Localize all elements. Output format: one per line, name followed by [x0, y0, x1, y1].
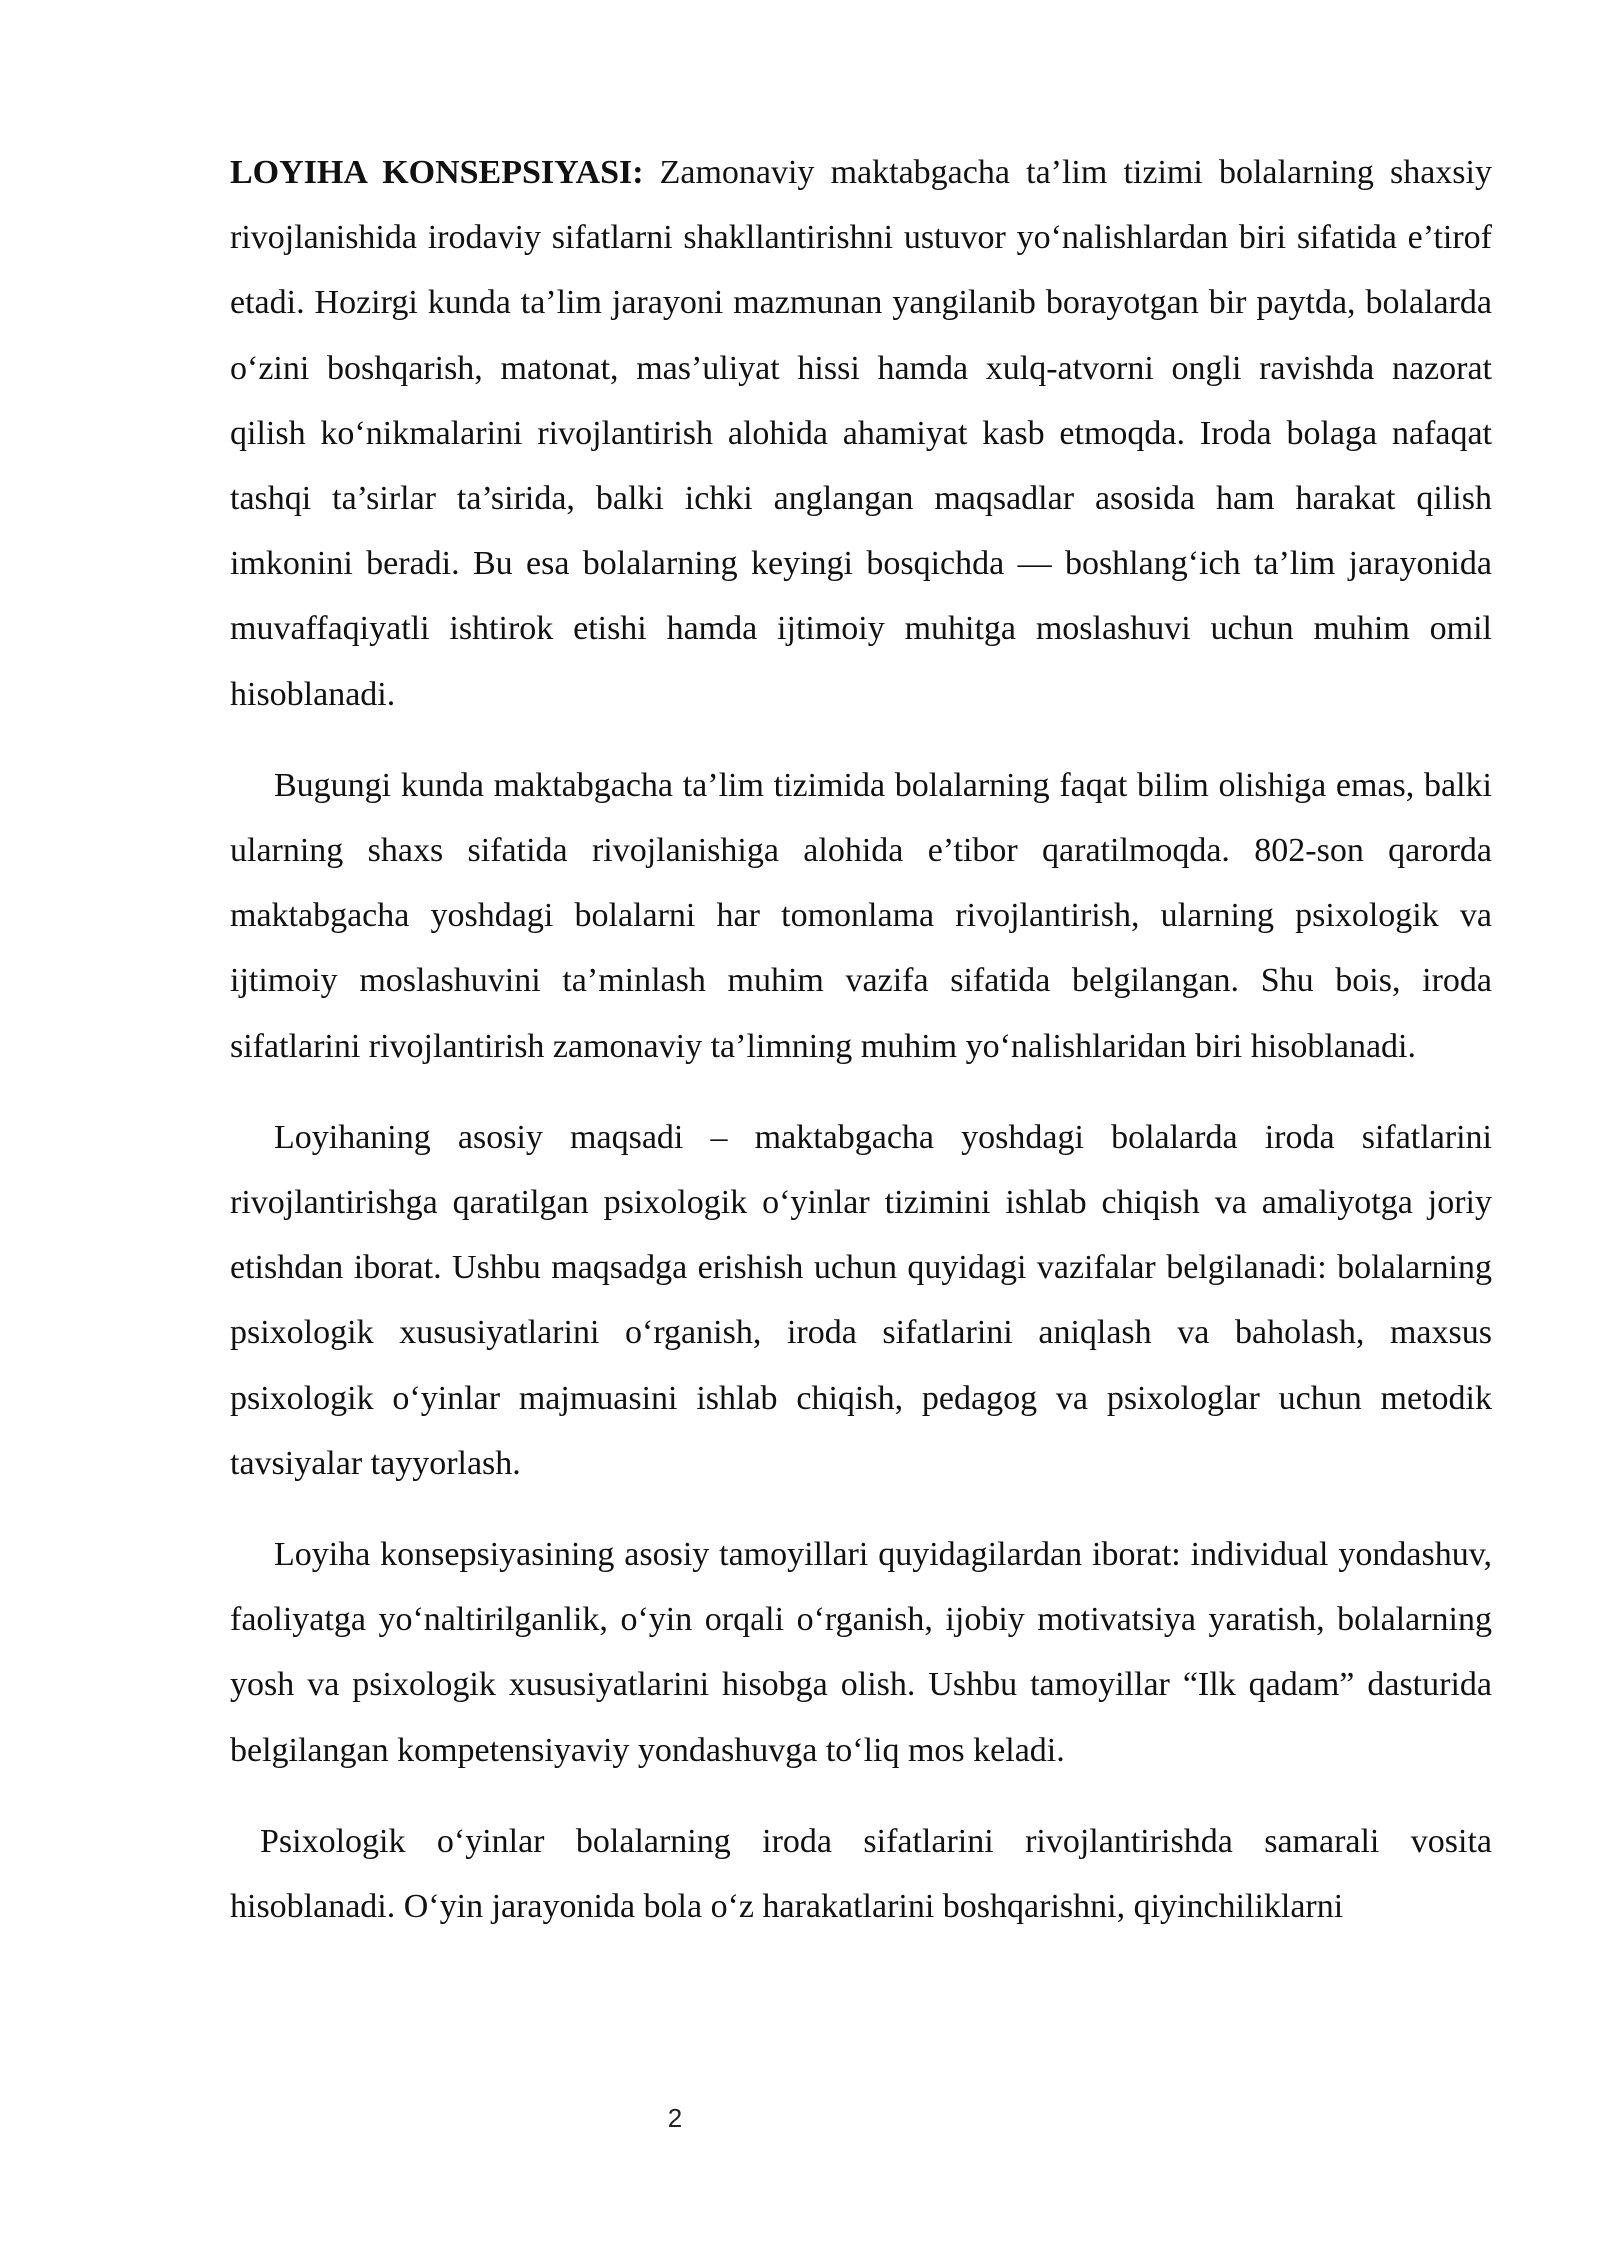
paragraph-principles: Loyiha konsepsiyasining asosiy tamoyillari quyidagilardan iborat: individual yondashuv, faoliyatga yo‘naltirilganlik, o‘yin orqali o‘rganish, ijobiy motivatsiya yaratish, bolalarning yosh va psixologik xususiyatlarini hisobga olish. Ushbu tamoyillar “Ilk qadam” dasturida belgilangan kompetensiyaviy yondashuvga to‘liq mos keladi.	[230, 1536, 1492, 1769]
paragraph-psychological-games: Psixologik o‘yinlar bolalarning iroda sifatlarini rivojlantirishda samarali vosita hisoblanadi. O‘yin jarayonida bola o‘z harakatlarini boshqarishni, qiyinchiliklarni	[230, 1822, 1492, 1926]
paragraph-concept	[230, 140, 1492, 727]
paragraph-project-goal: Loyihaning asosiy maqsadi – maktabgacha yoshdagi bolalarda iroda sifatlarini rivojlantirishga qaratilgan psixologik o‘yinlar tizimini ishlab chiqish va amaliyotga joriy etishdan iborat. Ushbu maqsadga erishish uchun quyidagi vazifalar belgilanadi: bolalarning psixologik xususiyatlarini o‘rganish, iroda sifatlarini aniqlash va baholash, maxsus psixologik o‘yinlar majmuasini ishlab chiqish, pedagog va psixologlar uchun metodik tavsiyalar tayyorlash.	[230, 1118, 1492, 1482]
section-heading: LOYIHA KONSEPSIYASI:	[230, 154, 644, 191]
paragraph-text: Zamonaviy maktabgacha ta’lim tizimi bolalarning shaxsiy rivojlanishida irodaviy sifatlarni shakllantirishni ustuvor yo‘nalishlardan biri sifatida e’tirof etadi. Hozirgi kunda ta’lim jarayoni mazmunan yangilanib borayotgan bir paytda, bolalarda o‘zini boshqarish, matonat, mas’uliyat hissi hamda xulq-atvorni ongli ravishda nazorat qilish ko‘nikmalarini rivojlantirish alohida ahamiyat kasb etmoqda. Iroda bolaga nafaqat tashqi ta’sirlar ta’sirida, balki ichki anglangan maqsadlar asosida ham harakat qilish imkonini beradi. Bu esa bolalarning keyingi bosqichda — boshlang‘ich ta’lim jarayonida muvaffaqiyatli ishtirok etishi hamda ijtimoiy muhitga moslashuvi uchun muhim omil hisoblanadi.	[230, 154, 1492, 713]
page-number: 2	[667, 2103, 683, 2133]
paragraph-current-focus: Bugungi kunda maktabgacha ta’lim tizimida bolalarning faqat bilim olishiga emas, balki ularning shaxs sifatida rivojlanishiga alohida e’tibor qaratilmoqda. 802-son qarorda maktabgacha yoshdagi bolalarni har tomonlama rivojlantirish, ularning psixologik va ijtimoiy moslashuvini ta’minlash muhim vazifa sifatida belgilangan. Shu bois, iroda sifatlarini rivojlantirish zamonaviy ta’limning muhim yo‘nalishlaridan biri hisoblanadi.	[230, 766, 1492, 1065]
page-body	[230, 140, 1492, 1939]
